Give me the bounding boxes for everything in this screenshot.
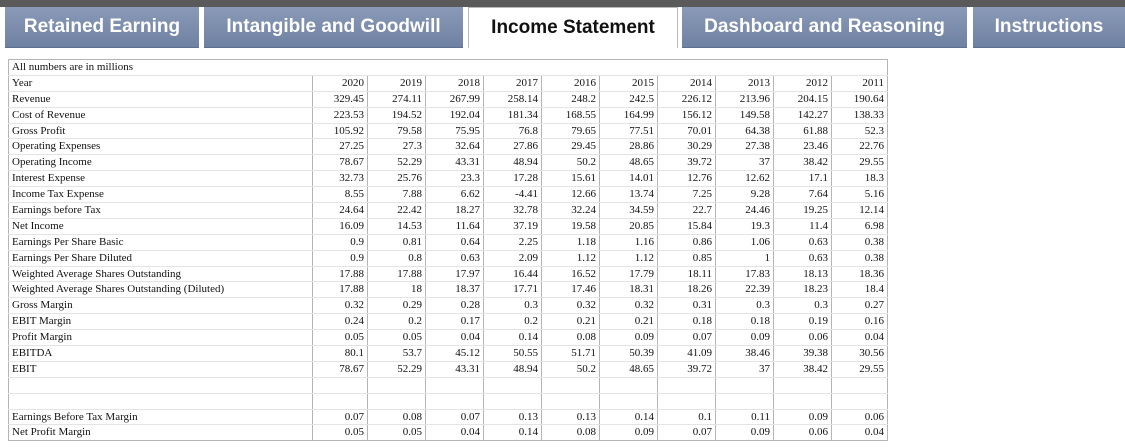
value-cell[interactable]: 2014 bbox=[658, 75, 716, 91]
value-cell[interactable]: 0.3 bbox=[716, 298, 774, 314]
value-cell[interactable]: 149.58 bbox=[716, 107, 774, 123]
value-cell[interactable]: 226.12 bbox=[658, 91, 716, 107]
value-cell[interactable]: 0.18 bbox=[716, 314, 774, 330]
value-cell[interactable]: 24.46 bbox=[716, 203, 774, 219]
value-cell[interactable]: 48.65 bbox=[600, 361, 658, 377]
value-cell[interactable]: 194.52 bbox=[368, 107, 426, 123]
value-cell[interactable]: 0.32 bbox=[313, 298, 368, 314]
value-cell[interactable]: 2017 bbox=[484, 75, 542, 91]
value-cell[interactable] bbox=[484, 393, 542, 409]
value-cell[interactable]: 0.05 bbox=[313, 425, 368, 441]
units-note-cell[interactable]: All numbers are in millions bbox=[9, 60, 888, 76]
table-row bbox=[9, 187, 888, 203]
table-row-note bbox=[9, 60, 888, 76]
value-cell[interactable] bbox=[774, 377, 832, 393]
value-cell[interactable]: 18.36 bbox=[832, 266, 888, 282]
value-cell[interactable]: 0.09 bbox=[716, 330, 774, 346]
table-row bbox=[9, 139, 888, 155]
value-cell[interactable]: 20.85 bbox=[600, 218, 658, 234]
value-cell[interactable]: 32.73 bbox=[313, 171, 368, 187]
value-cell[interactable]: 27.86 bbox=[484, 139, 542, 155]
value-cell[interactable]: 0.06 bbox=[774, 425, 832, 441]
value-cell[interactable]: 18.4 bbox=[832, 282, 888, 298]
value-cell[interactable]: 37 bbox=[716, 155, 774, 171]
row-label-cell[interactable]: Gross Profit bbox=[9, 123, 313, 139]
value-cell[interactable]: 7.88 bbox=[368, 187, 426, 203]
value-cell[interactable]: 27.25 bbox=[313, 139, 368, 155]
table-row bbox=[9, 155, 888, 171]
table-row bbox=[9, 75, 888, 91]
table-row bbox=[9, 123, 888, 139]
table-row bbox=[9, 91, 888, 107]
value-cell[interactable]: 0.08 bbox=[542, 330, 600, 346]
value-cell[interactable]: 242.5 bbox=[600, 91, 658, 107]
value-cell[interactable] bbox=[313, 393, 368, 409]
value-cell[interactable]: 181.34 bbox=[484, 107, 542, 123]
value-cell[interactable]: 0.09 bbox=[716, 425, 774, 441]
value-cell[interactable]: 25.76 bbox=[368, 171, 426, 187]
value-cell[interactable]: 22.7 bbox=[658, 203, 716, 219]
value-cell[interactable]: 16.52 bbox=[542, 266, 600, 282]
value-cell[interactable]: 17.1 bbox=[774, 171, 832, 187]
value-cell[interactable]: 0.18 bbox=[658, 314, 716, 330]
value-cell[interactable] bbox=[832, 393, 888, 409]
value-cell[interactable]: 0.13 bbox=[484, 409, 542, 425]
value-cell[interactable] bbox=[832, 377, 888, 393]
value-cell[interactable]: 0.21 bbox=[542, 314, 600, 330]
value-cell[interactable]: 12.66 bbox=[542, 187, 600, 203]
value-cell[interactable]: 14.53 bbox=[368, 218, 426, 234]
value-cell[interactable]: 0.06 bbox=[774, 330, 832, 346]
table-row bbox=[9, 234, 888, 250]
row-label-cell[interactable]: Earnings before Tax bbox=[9, 203, 313, 219]
value-cell[interactable]: 7.25 bbox=[658, 187, 716, 203]
value-cell[interactable]: 0.86 bbox=[658, 234, 716, 250]
row-label-cell[interactable]: Earnings Per Share Diluted bbox=[9, 250, 313, 266]
row-label-cell[interactable] bbox=[9, 377, 313, 393]
value-cell[interactable]: 30.29 bbox=[658, 139, 716, 155]
value-cell[interactable] bbox=[368, 393, 426, 409]
value-cell[interactable]: 24.64 bbox=[313, 203, 368, 219]
value-cell[interactable]: 0.14 bbox=[484, 330, 542, 346]
value-cell[interactable]: 18.31 bbox=[600, 282, 658, 298]
table-row bbox=[9, 298, 888, 314]
value-cell[interactable] bbox=[600, 393, 658, 409]
value-cell[interactable]: 0.31 bbox=[658, 298, 716, 314]
value-cell[interactable] bbox=[658, 393, 716, 409]
row-label-cell[interactable]: Earnings Per Share Basic bbox=[9, 234, 313, 250]
value-cell[interactable]: 0.29 bbox=[368, 298, 426, 314]
value-cell[interactable]: 38.42 bbox=[774, 361, 832, 377]
value-cell[interactable]: 156.12 bbox=[658, 107, 716, 123]
value-cell[interactable]: 78.67 bbox=[313, 361, 368, 377]
value-cell[interactable]: 258.14 bbox=[484, 91, 542, 107]
value-cell[interactable]: 17.71 bbox=[484, 282, 542, 298]
value-cell[interactable]: 213.96 bbox=[716, 91, 774, 107]
value-cell[interactable]: 17.83 bbox=[716, 266, 774, 282]
value-cell[interactable]: 0.63 bbox=[426, 250, 484, 266]
window-top-bar bbox=[0, 0, 1125, 7]
value-cell[interactable]: 0.24 bbox=[313, 314, 368, 330]
value-cell[interactable]: 18.26 bbox=[658, 282, 716, 298]
value-cell[interactable]: 1.16 bbox=[600, 234, 658, 250]
value-cell[interactable]: 2019 bbox=[368, 75, 426, 91]
value-cell[interactable]: 80.1 bbox=[313, 346, 368, 362]
value-cell[interactable]: 0.28 bbox=[426, 298, 484, 314]
value-cell[interactable]: 0.13 bbox=[542, 409, 600, 425]
value-cell[interactable]: 37.19 bbox=[484, 218, 542, 234]
value-cell[interactable]: 11.64 bbox=[426, 218, 484, 234]
value-cell[interactable]: 0.32 bbox=[600, 298, 658, 314]
value-cell[interactable]: 76.8 bbox=[484, 123, 542, 139]
table-row bbox=[9, 409, 888, 425]
value-cell[interactable]: 23.46 bbox=[774, 139, 832, 155]
value-cell[interactable]: 0.14 bbox=[484, 425, 542, 441]
value-cell[interactable]: 223.53 bbox=[313, 107, 368, 123]
value-cell[interactable]: 2020 bbox=[313, 75, 368, 91]
row-label-cell[interactable]: Year bbox=[9, 75, 313, 91]
value-cell[interactable]: 0.04 bbox=[426, 425, 484, 441]
value-cell[interactable]: 0.85 bbox=[658, 250, 716, 266]
value-cell[interactable]: 0.64 bbox=[426, 234, 484, 250]
value-cell[interactable]: 2.09 bbox=[484, 250, 542, 266]
value-cell[interactable]: 0.38 bbox=[832, 250, 888, 266]
value-cell[interactable] bbox=[600, 377, 658, 393]
value-cell[interactable]: 17.79 bbox=[600, 266, 658, 282]
value-cell[interactable]: 0.07 bbox=[658, 425, 716, 441]
tab-dashboard-and-reasoning[interactable]: Dashboard and Reasoning bbox=[682, 7, 967, 48]
value-cell[interactable]: 38.46 bbox=[716, 346, 774, 362]
value-cell[interactable]: 16.44 bbox=[484, 266, 542, 282]
value-cell[interactable]: 0.19 bbox=[774, 314, 832, 330]
value-cell[interactable]: 0.05 bbox=[313, 330, 368, 346]
value-cell[interactable]: 0.63 bbox=[774, 234, 832, 250]
value-cell[interactable]: 17.88 bbox=[368, 266, 426, 282]
value-cell[interactable]: 29.45 bbox=[542, 139, 600, 155]
value-cell[interactable]: 6.98 bbox=[832, 218, 888, 234]
value-cell[interactable]: -4.41 bbox=[484, 187, 542, 203]
value-cell[interactable]: 138.33 bbox=[832, 107, 888, 123]
value-cell[interactable]: 16.09 bbox=[313, 218, 368, 234]
value-cell[interactable]: 12.76 bbox=[658, 171, 716, 187]
value-cell[interactable]: 0.05 bbox=[368, 330, 426, 346]
value-cell[interactable]: 2012 bbox=[774, 75, 832, 91]
value-cell[interactable]: 17.46 bbox=[542, 282, 600, 298]
table-row bbox=[9, 314, 888, 330]
value-cell[interactable] bbox=[426, 377, 484, 393]
table-row bbox=[9, 377, 888, 393]
value-cell[interactable]: 30.56 bbox=[832, 346, 888, 362]
value-cell[interactable]: 53.7 bbox=[368, 346, 426, 362]
value-cell[interactable] bbox=[658, 377, 716, 393]
value-cell[interactable]: 17.88 bbox=[313, 266, 368, 282]
value-cell[interactable]: 48.94 bbox=[484, 361, 542, 377]
value-cell[interactable]: 37 bbox=[716, 361, 774, 377]
value-cell[interactable]: 0.16 bbox=[832, 314, 888, 330]
value-cell[interactable]: 39.38 bbox=[774, 346, 832, 362]
value-cell[interactable]: 0.08 bbox=[542, 425, 600, 441]
value-cell[interactable]: 12.62 bbox=[716, 171, 774, 187]
table-row bbox=[9, 250, 888, 266]
value-cell[interactable]: 168.55 bbox=[542, 107, 600, 123]
value-cell[interactable]: 17.97 bbox=[426, 266, 484, 282]
value-cell[interactable]: 0.08 bbox=[368, 409, 426, 425]
value-cell[interactable]: 0.06 bbox=[832, 409, 888, 425]
value-cell[interactable]: 15.61 bbox=[542, 171, 600, 187]
value-cell[interactable]: 29.55 bbox=[832, 361, 888, 377]
value-cell[interactable]: 13.74 bbox=[600, 187, 658, 203]
value-cell[interactable] bbox=[716, 393, 774, 409]
value-cell[interactable]: 52.3 bbox=[832, 123, 888, 139]
value-cell[interactable]: 267.99 bbox=[426, 91, 484, 107]
value-cell[interactable]: 7.64 bbox=[774, 187, 832, 203]
tab-retained-earning[interactable]: Retained Earning bbox=[5, 7, 199, 48]
value-cell[interactable]: 18.23 bbox=[774, 282, 832, 298]
value-cell[interactable]: 32.64 bbox=[426, 139, 484, 155]
value-cell[interactable] bbox=[313, 377, 368, 393]
value-cell[interactable]: 1 bbox=[716, 250, 774, 266]
value-cell[interactable] bbox=[542, 377, 600, 393]
row-label-cell[interactable]: Revenue bbox=[9, 91, 313, 107]
value-cell[interactable]: 0.09 bbox=[600, 425, 658, 441]
value-cell[interactable]: 70.01 bbox=[658, 123, 716, 139]
tab-instructions[interactable]: Instructions bbox=[973, 7, 1125, 48]
value-cell[interactable]: 14.01 bbox=[600, 171, 658, 187]
value-cell[interactable]: 0.27 bbox=[832, 298, 888, 314]
value-cell[interactable]: 2013 bbox=[716, 75, 774, 91]
value-cell[interactable] bbox=[716, 377, 774, 393]
value-cell[interactable]: 32.78 bbox=[484, 203, 542, 219]
value-cell[interactable]: 79.65 bbox=[542, 123, 600, 139]
value-cell[interactable]: 1.12 bbox=[600, 250, 658, 266]
value-cell[interactable]: 164.99 bbox=[600, 107, 658, 123]
value-cell[interactable]: 43.31 bbox=[426, 155, 484, 171]
value-cell[interactable]: 2015 bbox=[600, 75, 658, 91]
row-label-cell[interactable]: Gross Margin bbox=[9, 298, 313, 314]
value-cell[interactable]: 1.18 bbox=[542, 234, 600, 250]
value-cell[interactable]: 23.3 bbox=[426, 171, 484, 187]
table-row bbox=[9, 107, 888, 123]
value-cell[interactable]: 105.92 bbox=[313, 123, 368, 139]
value-cell[interactable]: 52.29 bbox=[368, 155, 426, 171]
table-row bbox=[9, 266, 888, 282]
value-cell[interactable]: 248.2 bbox=[542, 91, 600, 107]
value-cell[interactable]: 18.37 bbox=[426, 282, 484, 298]
income-statement-table bbox=[8, 59, 888, 441]
value-cell[interactable]: 0.21 bbox=[600, 314, 658, 330]
value-cell[interactable]: 75.95 bbox=[426, 123, 484, 139]
value-cell[interactable]: 22.39 bbox=[716, 282, 774, 298]
value-cell[interactable]: 0.81 bbox=[368, 234, 426, 250]
row-label-cell[interactable]: Net Income bbox=[9, 218, 313, 234]
table-row bbox=[9, 282, 888, 298]
value-cell[interactable] bbox=[542, 393, 600, 409]
value-cell[interactable]: 48.94 bbox=[484, 155, 542, 171]
value-cell[interactable] bbox=[426, 393, 484, 409]
value-cell[interactable]: 18 bbox=[368, 282, 426, 298]
value-cell[interactable]: 77.51 bbox=[600, 123, 658, 139]
value-cell[interactable]: 18.11 bbox=[658, 266, 716, 282]
value-cell[interactable]: 0.04 bbox=[832, 330, 888, 346]
row-label-cell[interactable]: Operating Expenses bbox=[9, 139, 313, 155]
value-cell[interactable]: 52.29 bbox=[368, 361, 426, 377]
value-cell[interactable]: 0.07 bbox=[313, 409, 368, 425]
value-cell[interactable]: 0.2 bbox=[484, 314, 542, 330]
row-label-cell[interactable]: Weighted Average Shares Outstanding bbox=[9, 266, 313, 282]
table-row bbox=[9, 425, 888, 441]
value-cell[interactable]: 17.28 bbox=[484, 171, 542, 187]
table-row bbox=[9, 346, 888, 362]
value-cell[interactable]: 0.07 bbox=[426, 409, 484, 425]
value-cell[interactable]: 1.06 bbox=[716, 234, 774, 250]
value-cell[interactable]: 0.1 bbox=[658, 409, 716, 425]
value-cell[interactable]: 51.71 bbox=[542, 346, 600, 362]
value-cell[interactable]: 8.55 bbox=[313, 187, 368, 203]
value-cell[interactable]: 0.63 bbox=[774, 250, 832, 266]
value-cell[interactable]: 18.3 bbox=[832, 171, 888, 187]
tab-intangible-and-goodwill[interactable]: Intangible and Goodwill bbox=[204, 7, 463, 48]
value-cell[interactable]: 0.3 bbox=[484, 298, 542, 314]
value-cell[interactable]: 0.17 bbox=[426, 314, 484, 330]
value-cell[interactable]: 2018 bbox=[426, 75, 484, 91]
value-cell[interactable]: 50.2 bbox=[542, 361, 600, 377]
row-label-cell[interactable]: Cost of Revenue bbox=[9, 107, 313, 123]
value-cell[interactable]: 0.8 bbox=[368, 250, 426, 266]
value-cell[interactable]: 64.38 bbox=[716, 123, 774, 139]
value-cell[interactable]: 192.04 bbox=[426, 107, 484, 123]
row-label-cell[interactable]: Income Tax Expense bbox=[9, 187, 313, 203]
value-cell[interactable]: 15.84 bbox=[658, 218, 716, 234]
value-cell[interactable]: 22.42 bbox=[368, 203, 426, 219]
value-cell[interactable]: 32.24 bbox=[542, 203, 600, 219]
row-label-cell[interactable]: EBIT bbox=[9, 361, 313, 377]
value-cell[interactable]: 79.58 bbox=[368, 123, 426, 139]
sheet-tab-bar bbox=[0, 7, 1125, 48]
value-cell[interactable]: 18.13 bbox=[774, 266, 832, 282]
value-cell[interactable]: 0.14 bbox=[600, 409, 658, 425]
value-cell[interactable]: 204.15 bbox=[774, 91, 832, 107]
value-cell[interactable]: 2.25 bbox=[484, 234, 542, 250]
value-cell[interactable]: 48.65 bbox=[600, 155, 658, 171]
row-label-cell[interactable]: Profit Margin bbox=[9, 330, 313, 346]
value-cell[interactable]: 28.86 bbox=[600, 139, 658, 155]
value-cell[interactable]: 0.32 bbox=[542, 298, 600, 314]
value-cell[interactable]: 19.58 bbox=[542, 218, 600, 234]
row-label-cell[interactable] bbox=[9, 393, 313, 409]
value-cell[interactable]: 45.12 bbox=[426, 346, 484, 362]
value-cell[interactable]: 0.9 bbox=[313, 234, 368, 250]
value-cell[interactable]: 18.27 bbox=[426, 203, 484, 219]
value-cell[interactable]: 19.3 bbox=[716, 218, 774, 234]
value-cell[interactable]: 78.67 bbox=[313, 155, 368, 171]
value-cell[interactable]: 1.12 bbox=[542, 250, 600, 266]
value-cell[interactable]: 0.05 bbox=[368, 425, 426, 441]
row-label-cell[interactable]: Earnings Before Tax Margin bbox=[9, 409, 313, 425]
value-cell[interactable]: 39.72 bbox=[658, 361, 716, 377]
row-label-cell[interactable]: EBIT Margin bbox=[9, 314, 313, 330]
value-cell[interactable]: 0.2 bbox=[368, 314, 426, 330]
value-cell[interactable]: 0.04 bbox=[426, 330, 484, 346]
value-cell[interactable]: 0.04 bbox=[832, 425, 888, 441]
value-cell[interactable]: 2011 bbox=[832, 75, 888, 91]
value-cell[interactable]: 11.4 bbox=[774, 218, 832, 234]
value-cell[interactable]: 6.62 bbox=[426, 187, 484, 203]
tab-income-statement[interactable]: Income Statement bbox=[468, 7, 678, 48]
value-cell[interactable]: 38.42 bbox=[774, 155, 832, 171]
value-cell[interactable]: 22.76 bbox=[832, 139, 888, 155]
table-row bbox=[9, 171, 888, 187]
value-cell[interactable]: 50.39 bbox=[600, 346, 658, 362]
value-cell[interactable]: 27.38 bbox=[716, 139, 774, 155]
table-row bbox=[9, 218, 888, 234]
value-cell[interactable]: 5.16 bbox=[832, 187, 888, 203]
value-cell[interactable]: 190.64 bbox=[832, 91, 888, 107]
table-row bbox=[9, 330, 888, 346]
value-cell[interactable]: 17.88 bbox=[313, 282, 368, 298]
row-label-cell[interactable]: Operating Income bbox=[9, 155, 313, 171]
table-row bbox=[9, 203, 888, 219]
value-cell[interactable]: 39.72 bbox=[658, 155, 716, 171]
row-label-cell[interactable]: Net Profit Margin bbox=[9, 425, 313, 441]
value-cell[interactable]: 0.9 bbox=[313, 250, 368, 266]
value-cell[interactable]: 41.09 bbox=[658, 346, 716, 362]
value-cell[interactable]: 0.3 bbox=[774, 298, 832, 314]
value-cell[interactable]: 0.09 bbox=[774, 409, 832, 425]
value-cell[interactable]: 2016 bbox=[542, 75, 600, 91]
value-cell[interactable]: 50.55 bbox=[484, 346, 542, 362]
value-cell[interactable]: 34.59 bbox=[600, 203, 658, 219]
value-cell[interactable] bbox=[484, 377, 542, 393]
row-label-cell[interactable]: Interest Expense bbox=[9, 171, 313, 187]
value-cell[interactable]: 29.55 bbox=[832, 155, 888, 171]
value-cell[interactable] bbox=[368, 377, 426, 393]
value-cell[interactable]: 19.25 bbox=[774, 203, 832, 219]
value-cell[interactable]: 0.11 bbox=[716, 409, 774, 425]
value-cell[interactable] bbox=[774, 393, 832, 409]
row-label-cell[interactable]: EBITDA bbox=[9, 346, 313, 362]
value-cell[interactable]: 27.3 bbox=[368, 139, 426, 155]
value-cell[interactable]: 43.31 bbox=[426, 361, 484, 377]
table-row bbox=[9, 361, 888, 377]
value-cell[interactable]: 142.27 bbox=[774, 107, 832, 123]
value-cell[interactable]: 274.11 bbox=[368, 91, 426, 107]
row-label-cell[interactable]: Weighted Average Shares Outstanding (Diluted) bbox=[9, 282, 313, 298]
value-cell[interactable]: 50.2 bbox=[542, 155, 600, 171]
value-cell[interactable]: 0.07 bbox=[658, 330, 716, 346]
value-cell[interactable]: 61.88 bbox=[774, 123, 832, 139]
value-cell[interactable]: 329.45 bbox=[313, 91, 368, 107]
table-row bbox=[9, 393, 888, 409]
value-cell[interactable]: 12.14 bbox=[832, 203, 888, 219]
value-cell[interactable]: 9.28 bbox=[716, 187, 774, 203]
value-cell[interactable]: 0.38 bbox=[832, 234, 888, 250]
value-cell[interactable]: 0.09 bbox=[600, 330, 658, 346]
